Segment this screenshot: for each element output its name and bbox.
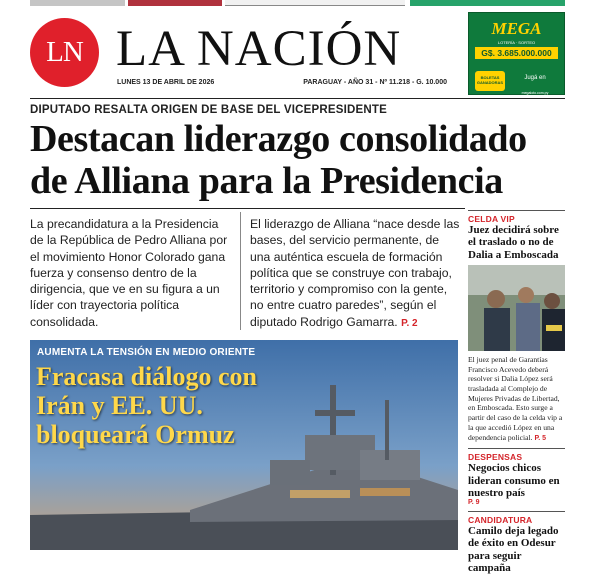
lead-page-ref[interactable]: P. 2 [401,317,418,329]
ad-badge: BOLETAS GANADORAS [475,71,505,91]
lead-rule [30,208,465,209]
sidebar-headline-dalia[interactable]: Juez decidirá sobre el traslado o no de Dalia a Emboscada [468,224,559,261]
ad-site: megaloto.com.py [521,91,549,95]
photo-story-kicker: AUMENTA LA TENSIÓN EN MEDIO ORIENTE [37,347,256,358]
mega-lottery-ad[interactable] [468,12,565,95]
dateline [117,79,447,86]
la-nacion-logo[interactable]: LN [30,18,99,87]
lead-column-1: La precandidatura a la Presidencia de la República de Pedro Alliana por el movimiento Honor Colorado gana fuerza y consenso dentro de la dirigencia, que ve en su figura a un líder con trayectoria política consolidada. [30,217,228,329]
dalia-photo [468,265,565,351]
sidebar-page-ref-9[interactable]: P. 9 [468,499,480,507]
sidebar-section-candidatura: CANDIDATURA [468,515,533,526]
ad-play-label: Jugá en [524,75,546,81]
lead-headline[interactable]: Destacan liderazgo consolidado de Alliana para la Presidencia [30,118,527,202]
lead-column-2 [250,216,460,332]
issue-edition: PARAGUAY - AÑO 31 - Nº 11.218 - G. 10.000 [303,79,447,86]
sidebar-section-celda-vip: CELDA VIP [468,214,515,224]
warship-photo-story[interactable] [30,340,458,550]
sidebar-page-ref-5[interactable]: P. 5 [534,434,546,442]
top-ad-strip [0,0,595,8]
lead-kicker: DIPUTADO RESALTA ORIGEN DE BASE DEL VICEPRESIDENTE [30,104,387,116]
photo-story-headline[interactable]: Fracasa diálogo con Irán y EE. UU. bloqueará Ormuz [36,362,257,449]
lead-column-2-text: El liderazgo de Alliana “nace desde las bases, del servicio permanente, de una auténtica escuela de formación política que se construye con trabajo, territorio y compromiso con la gente, no entre cuatro paredes”, según el diputado Rodrigo Gamarra. [250,217,460,329]
sidebar-section-despensas: DESPENSAS [468,452,523,463]
masthead-rule [30,98,565,99]
sidebar-rule [468,448,565,449]
sidebar-rule [468,210,565,211]
sidebar [468,210,565,574]
sidebar-rule [468,511,565,512]
ad-brand: MEGA [491,19,542,38]
ad-jackpot-amount: G$. 3.685.000.000 [475,47,558,59]
sidebar-body-dalia: El juez penal de Garantías Francisco Acevedo deberá resolver si Dalia López será trasladada al Complejo de Mujeres Privadas de Libertad, en Emboscada. Esto surge a partir del caso de la celda vip a la que accedió López en una dependencia policial. P. 5 [468,354,563,442]
masthead-title: LA NACIÓN [116,21,402,77]
sidebar-headline-negocios[interactable]: Negocios chicos lideran consumo en nuestro país [468,462,560,499]
ad-fine-print: LOTERÍA · SORTEO [497,40,536,45]
column-divider [240,212,241,330]
issue-date: LUNES 13 DE ABRIL DE 2026 [117,79,215,86]
sidebar-headline-camilo[interactable]: Camilo deja legado de éxito en Odesur para seguir campaña [468,525,559,574]
